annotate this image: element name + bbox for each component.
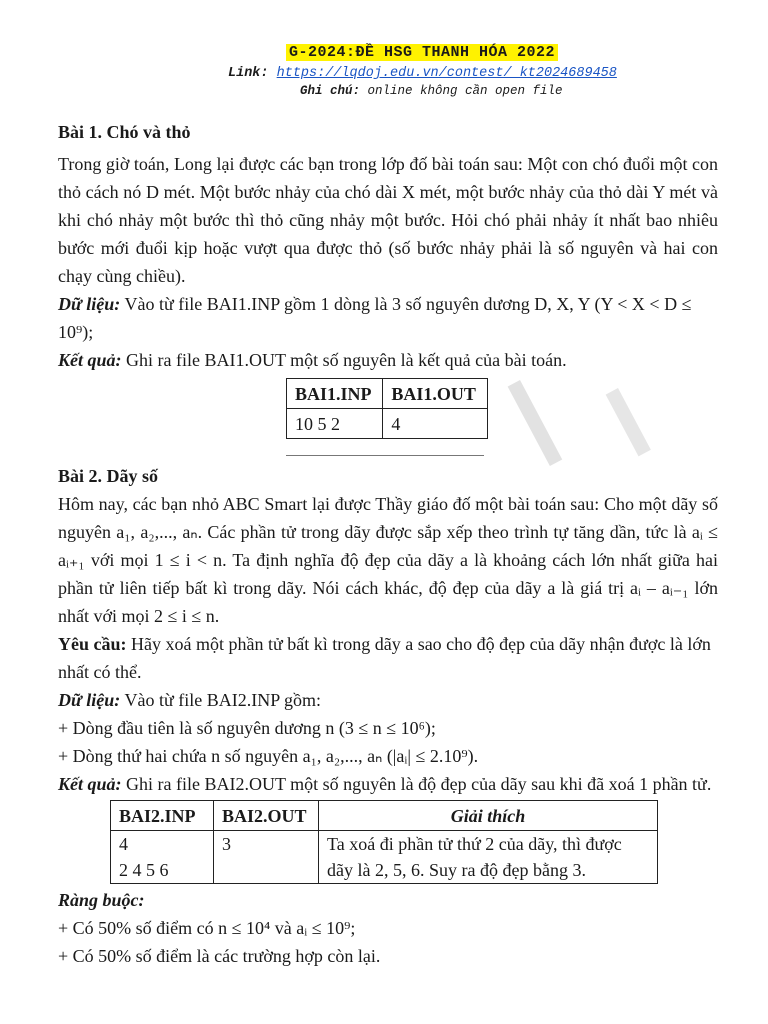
bai2-constraint-2: + Có 50% số điểm là các trường hợp còn lại. xyxy=(58,946,381,966)
contest-title: G-2024:ĐỀ HSG THANH HÓA 2022 xyxy=(286,44,558,61)
inp-line: 2 4 5 6 xyxy=(119,860,169,880)
constraint-label: Ràng buộc: xyxy=(58,890,145,910)
table-cell: 4 xyxy=(383,409,488,439)
bai1-input-label: Dữ liệu: xyxy=(58,294,121,314)
bai2-input-line2: + Dòng thứ hai chứa n số nguyên a₁, a₂,..., aₙ (|aᵢ| ≤ 2.10⁹). xyxy=(58,746,479,766)
table-header: BAI1.OUT xyxy=(383,379,488,409)
table-header: BAI1.INP xyxy=(287,379,383,409)
bai2-paragraph: Hôm nay, các bạn nhỏ ABC Smart lại được Thầy giáo đố một bài toán sau: Cho một dãy số nguyên a₁, a₂,..., aₙ. Các phần tử trong dãy được sắp xếp theo trình tự tăng dần, tức là aᵢ ≤ aᵢ₊₁ với mọi 1 ≤ i < n. Ta định nghĩa độ đẹp của dãy a là khoảng cách lớn nhất giữa hai phần tử liên tiếp bất kì trong dãy. Nói cách khác, độ đẹp của dãy a là giá trị aᵢ – aᵢ₋₁ lớn nhất với mọi 2 ≤ i ≤ n. xyxy=(58,494,718,626)
bai1-title: Bài 1. Chó và thỏ xyxy=(58,122,191,142)
bai2-output xyxy=(58,770,718,798)
table-header: BAI2.INP xyxy=(111,801,214,831)
bai2-input-text: Vào từ file BAI2.INP gồm: xyxy=(124,690,322,710)
bai2-req-label: Yêu cầu: xyxy=(58,634,127,654)
note-text: online không cần open file xyxy=(367,84,563,98)
note-label: Ghi chú: xyxy=(300,84,361,98)
table-cell xyxy=(111,831,214,884)
bai2-title: Bài 2. Dãy số xyxy=(58,466,159,486)
bai1-input xyxy=(58,290,718,346)
table-cell: Ta xoá đi phần tử thứ 2 của dãy, thì được dãy là 2, 5, 6. Suy ra độ đẹp bằng 3. xyxy=(319,831,658,884)
table-header: BAI2.OUT xyxy=(214,801,319,831)
bai2-input-label: Dữ liệu: xyxy=(58,690,121,710)
bai2-req-text: Hãy xoá một phần tử bất kì trong dãy a sao cho độ đẹp của dãy nhận được là lớn nhất có thể. xyxy=(58,634,711,682)
divider xyxy=(286,455,484,456)
bai2-input-line1: + Dòng đầu tiên là số nguyên dương n (3 ≤ n ≤ 10⁶); xyxy=(58,718,436,738)
bai1-output xyxy=(58,346,718,374)
bai2-constraint-1: + Có 50% số điểm có n ≤ 10⁴ và aᵢ ≤ 10⁹; xyxy=(58,918,356,938)
bai2-sample-table xyxy=(110,800,658,884)
note-line xyxy=(300,84,563,98)
table-cell: 3 xyxy=(214,831,319,884)
inp-line: 4 xyxy=(119,834,128,854)
contest-link[interactable]: https://lqdoj.edu.vn/contest/ kt2024689458 xyxy=(276,66,617,81)
contest-link-line xyxy=(228,66,617,81)
bai2-input xyxy=(58,686,718,714)
bai2-output-text: Ghi ra file BAI2.OUT một số nguyên là độ đẹp của dãy sau khi đã xoá 1 phần tử. xyxy=(126,774,712,794)
bai1-output-label: Kết quả: xyxy=(58,350,122,370)
bai2-constraint-label xyxy=(58,886,718,914)
bai1-paragraph: Trong giờ toán, Long lại được các bạn trong lớp đố bài toán sau: Một con chó đuổi một con thỏ cách nó D mét. Một bước nhảy của chó dài X mét, một bước nhảy của thỏ dài Y mét và khi chó nhảy một bước thì thỏ cũng nhảy một bước. Hỏi chó phải nhảy ít nhất bao nhiêu bước mới đuổi kịp hoặc vượt qua được thỏ (số bước nhảy phải là số nguyên và hai con chạy cùng chiều). xyxy=(58,154,718,286)
bai2-output-label: Kết quả: xyxy=(58,774,122,794)
document-body xyxy=(58,118,718,970)
table-header: Giải thích xyxy=(319,801,658,831)
bai2-requirement xyxy=(58,630,718,686)
bai1-input-text: Vào từ file BAI1.INP gồm 1 dòng là 3 số nguyên dương D, X, Y (Y < X < D ≤ 10⁹); xyxy=(58,294,692,342)
bai1-output-text: Ghi ra file BAI1.OUT một số nguyên là kết quả của bài toán. xyxy=(126,350,567,370)
bai1-sample-table xyxy=(286,378,488,439)
table-cell: 10 5 2 xyxy=(287,409,383,439)
link-label: Link: xyxy=(228,66,269,81)
